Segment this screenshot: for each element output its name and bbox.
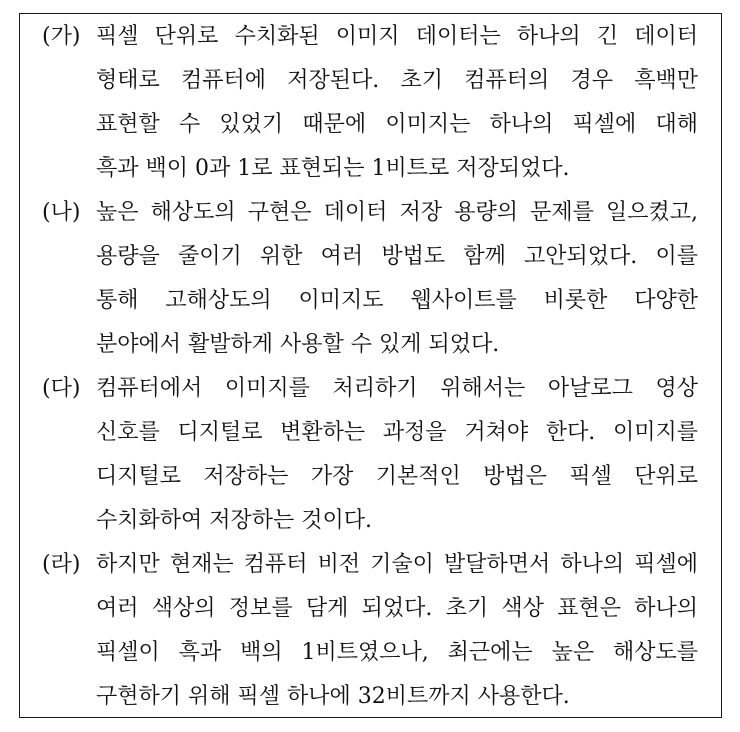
paragraph-line: 흑과 백이 0과 1로 표현되는 1비트로 저장되었다. (96, 156, 570, 181)
paragraph-line: 수치화하여 저장하는 것이다. (96, 508, 373, 533)
paragraph-line: 여러 색상의 정보를 담게 되었다. 초기 색상 표현은 하나의 (96, 596, 698, 621)
paragraph-line: 컴퓨터에서 이미지를 처리하기 위해서는 아날로그 영상 (96, 376, 698, 401)
paragraph-line: 신호를 디지털로 변환하는 과정을 거쳐야 한다. 이미지를 (96, 420, 698, 445)
paragraph-line: 형태로 컴퓨터에 저장된다. 초기 컴퓨터의 경우 흑백만 (96, 68, 698, 93)
paragraph-line: 분야에서 활발하게 사용할 수 있게 되었다. (96, 332, 500, 357)
paragraph-marker: (다) (42, 376, 81, 401)
paragraph-line: 픽셀 단위로 수치화된 이미지 데이터는 하나의 긴 데이터 (96, 24, 698, 49)
paragraph-line: 통해 고해상도의 이미지도 웹사이트를 비롯한 다양한 (96, 288, 698, 313)
paragraph-line: 디지털로 저장하는 가장 기본적인 방법은 픽셀 단위로 (96, 464, 698, 489)
paragraph-line: 높은 해상도의 구현은 데이터 저장 용량의 문제를 일으켰고, (96, 200, 698, 225)
paragraph-marker: (나) (42, 200, 81, 225)
paragraph-marker: (가) (42, 24, 81, 49)
paragraph-line: 픽셀이 흑과 백의 1비트였으나, 최근에는 높은 해상도를 (96, 640, 698, 665)
passage-box (19, 13, 722, 718)
paragraph-line: 용량을 줄이기 위한 여러 방법도 함께 고안되었다. 이를 (96, 244, 698, 269)
paragraph-line: 구현하기 위해 픽셀 하나에 32비트까지 사용한다. (96, 684, 570, 709)
paragraph-marker: (라) (42, 552, 81, 577)
paragraph-line: 표현할 수 있었기 때문에 이미지는 하나의 픽셀에 대해 (96, 112, 698, 137)
paragraph-line: 하지만 현재는 컴퓨터 비전 기술이 발달하면서 하나의 픽셀에 (96, 552, 698, 577)
